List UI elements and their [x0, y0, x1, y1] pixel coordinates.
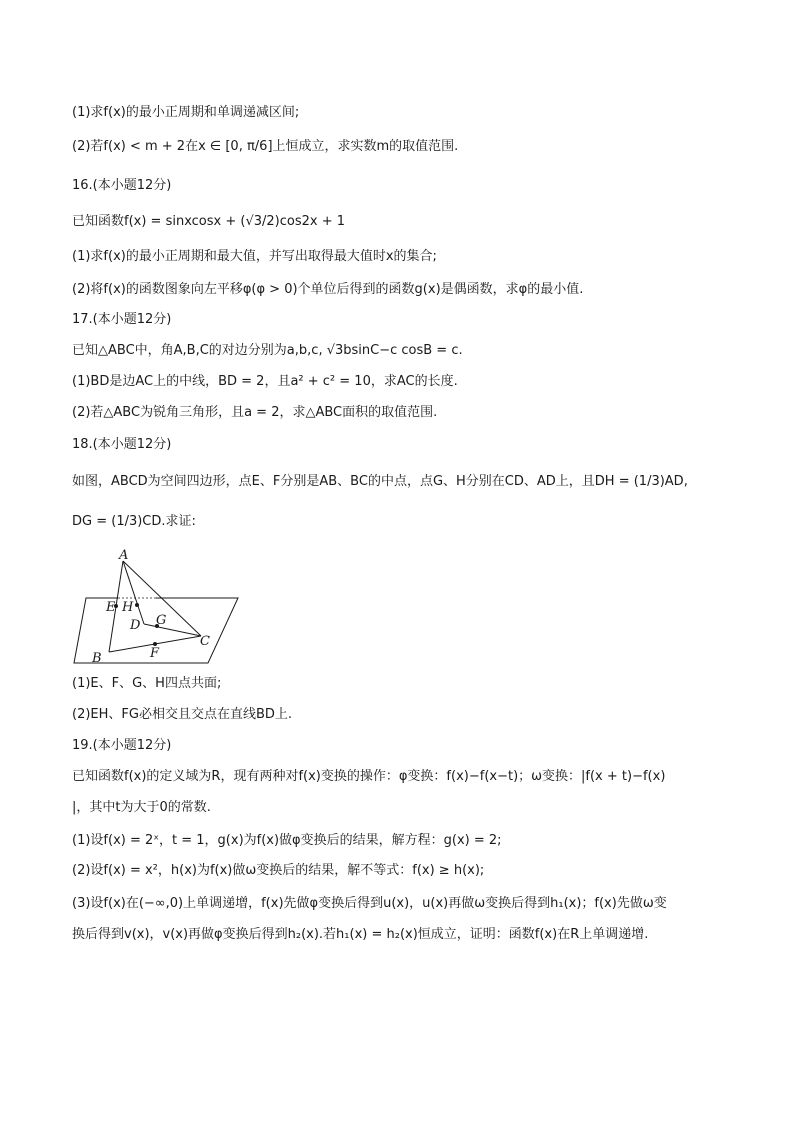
label-d: D — [130, 618, 141, 633]
q19-stem-1: 已知函数f(x)的定义域为R，现有两种对f(x)变换的操作：φ变换：f(x)−f(x−t)；ω变换：|f(x + t)−f(x) — [72, 769, 666, 784]
q19-part1: (1)设f(x) = 2ˣ，t = 1，g(x)为f(x)做φ变换后的结果，解方程：g(x) = 2; — [72, 833, 502, 848]
q18-part1: (1)E、F、G、H四点共面; — [72, 676, 222, 691]
space-quadrilateral-figure — [66, 546, 246, 668]
label-e: E — [106, 600, 116, 615]
q17-part1: (1)BD是边AC上的中线，BD = 2，且a² + c² = 10，求AC的长度. — [72, 374, 458, 389]
q18-stem-1: 如图，ABCD为空间四边形，点E、F分别是AB、BC的中点，点G、H分别在CD、AD上，且DH = (1/3)AD, — [72, 474, 688, 489]
q18-part2: (2)EH、FG必相交且交点在直线BD上. — [72, 707, 293, 722]
point-h — [135, 603, 139, 607]
q19-part2: (2)设f(x) = x²，h(x)为f(x)做ω变换后的结果，解不等式：f(x) ≥ h(x); — [72, 863, 485, 878]
label-f: F — [150, 646, 160, 661]
q18-header: 18.(本小题12分) — [72, 437, 172, 452]
q15-part1: (1)求f(x)的最小正周期和单调递减区间; — [72, 105, 300, 120]
q19-part3-2: 换后得到v(x)，v(x)再做φ变换后得到h₂(x).若h₁(x) = h₂(x)恒成立，证明：函数f(x)在R上单调递增. — [72, 927, 649, 942]
q15-part2: (2)若f(x) < m + 2在x ∈ [0, π/6]上恒成立，求实数m的取值范围. — [72, 139, 459, 154]
q19-header: 19.(本小题12分) — [72, 738, 172, 753]
q17-part2: (2)若△ABC为锐角三角形，且a = 2，求△ABC面积的取值范围. — [72, 405, 438, 420]
label-b: B — [92, 651, 102, 666]
q16-part1: (1)求f(x)的最小正周期和最大值，并写出取得最大值时x的集合; — [72, 249, 437, 264]
q16-part2: (2)将f(x)的函数图象向左平移φ(φ > 0)个单位后得到的函数g(x)是偶函数，求φ的最小值. — [72, 282, 584, 297]
label-g: G — [156, 613, 167, 628]
q16-stem: 已知函数f(x) = sinxcosx + (√3/2)cos2x + 1 — [72, 214, 346, 229]
label-a: A — [119, 548, 129, 563]
q17-header: 17.(本小题12分) — [72, 312, 172, 327]
edge-dc — [144, 624, 201, 636]
q19-part3-1: (3)设f(x)在(−∞,0)上单调递增，f(x)先做φ变换后得到u(x)，u(x)再做ω变换后得到h₁(x)；f(x)先做ω变 — [72, 896, 667, 911]
q16-header: 16.(本小题12分) — [72, 178, 172, 193]
q17-stem: 已知△ABC中，角A,B,C的对边分别为a,b,c, √3bsinC−c cosB = c. — [72, 343, 463, 358]
q19-stem-2: |，其中t为大于0的常数. — [72, 800, 211, 815]
q18-stem-2: DG = (1/3)CD.求证: — [72, 514, 196, 529]
label-h: H — [122, 600, 134, 615]
label-c: C — [200, 634, 210, 649]
